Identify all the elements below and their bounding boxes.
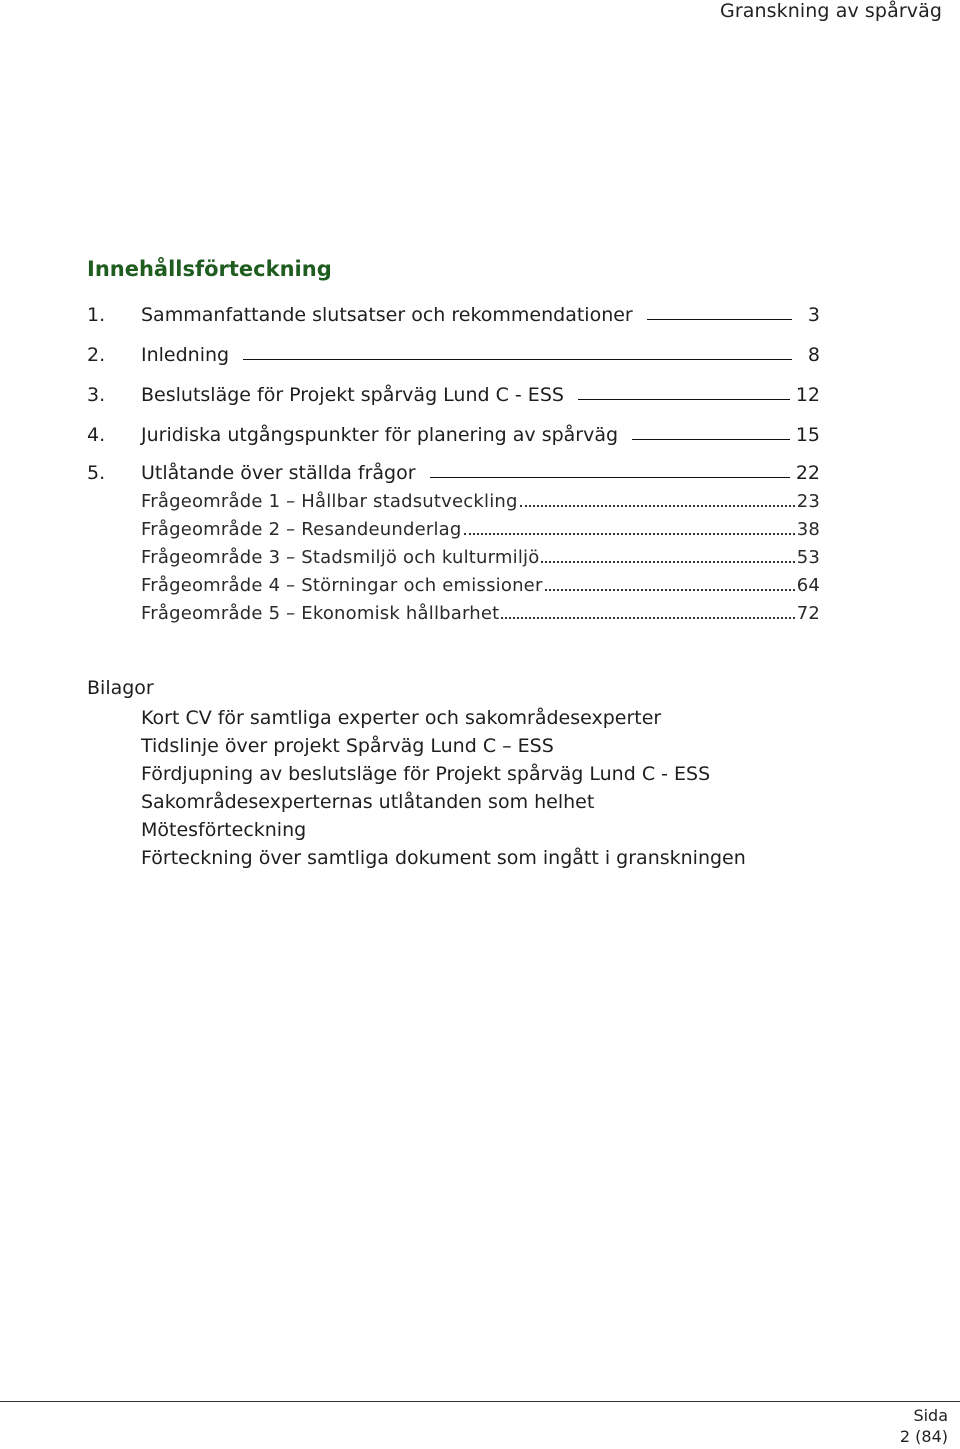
toc-subentry-3[interactable] [141,542,820,568]
toc-subentry-4[interactable] [141,570,820,596]
footer-divider [0,1401,960,1402]
toc-dot-leader [501,617,794,619]
footer-page-label: Sida [913,1406,948,1425]
toc-subentry-page: 64 [796,575,820,596]
toc-entry-3[interactable] [87,378,820,406]
toc-subentry-page: 53 [796,547,820,568]
toc-leader-line [632,439,790,440]
toc-subentry-label: Frågeområde 1 – Hållbar stadsutveckling [141,491,518,512]
toc-subentry-2[interactable] [141,514,820,540]
toc-dot-leader [464,533,795,535]
toc-entry-1[interactable] [87,298,820,326]
footer-page-number: 2 (84) [899,1427,948,1446]
toc-entry-number: 1. [87,304,106,326]
toc-subentry-label: Frågeområde 3 – Stadsmiljö och kulturmiljö [141,547,540,568]
toc-dot-leader [541,561,794,563]
toc-subentry-1[interactable] [141,486,820,512]
toc-entry-5[interactable] [87,456,820,484]
toc-subentry-5[interactable] [141,598,820,624]
appendices-list [141,704,746,872]
appendix-item: Kort CV för samtliga experter och sakområdesexperter [141,707,662,729]
toc-entry-page: 22 [795,462,820,484]
toc-subentry-page: 38 [796,519,820,540]
toc-entry-label: Sammanfattande slutsatser och rekommendationer [141,304,633,326]
appendix-item: Fördjupning av beslutsläge för Projekt spårväg Lund C - ESS [141,763,711,785]
toc-leader-line [243,359,792,360]
appendix-item: Sakområdesexperternas utlåtanden som helhet [141,791,595,813]
toc-dot-leader [545,589,795,591]
appendix-item: Mötesförteckning [141,819,307,841]
toc-subentry-label: Frågeområde 5 – Ekonomisk hållbarhet [141,603,500,624]
toc-subentry-page: 72 [796,603,820,624]
toc-entry-page: 15 [795,424,820,446]
toc-subentry-page: 23 [796,491,820,512]
toc-dot-leader [520,505,795,507]
toc-leader-line [578,399,790,400]
toc-subentry-label: Frågeområde 4 – Störningar och emissioner [141,575,543,596]
toc-entry-label: Utlåtande över ställda frågor [141,462,416,484]
toc-entry-label: Inledning [141,344,230,366]
toc-entry-page: 3 [807,304,820,326]
toc-entry-number: 2. [87,344,106,366]
toc-leader-line [647,319,792,320]
appendix-item: Tidslinje över projekt Spårväg Lund C – ESS [141,735,554,757]
toc-entry-label: Beslutsläge för Projekt spårväg Lund C - ESS [141,384,564,406]
toc-subentry-label: Frågeområde 2 – Resandeunderlag [141,519,462,540]
toc-entry-page: 8 [807,344,820,366]
running-header: Granskning av spårväg [720,0,942,22]
toc-entry-4[interactable] [87,418,820,446]
toc-entry-label: Juridiska utgångspunkter för planering av spårväg [141,424,619,446]
toc-entry-page: 12 [795,384,820,406]
toc-leader-line [430,477,790,478]
toc-entry-number: 3. [87,384,106,406]
toc-entry-number: 5. [87,462,106,484]
appendices-heading: Bilagor [87,677,154,699]
toc-entry-2[interactable] [87,338,820,366]
appendix-item: Förteckning över samtliga dokument som ingått i granskningen [141,847,746,869]
toc-title: Innehållsförteckning [87,257,332,281]
toc-entry-number: 4. [87,424,106,446]
